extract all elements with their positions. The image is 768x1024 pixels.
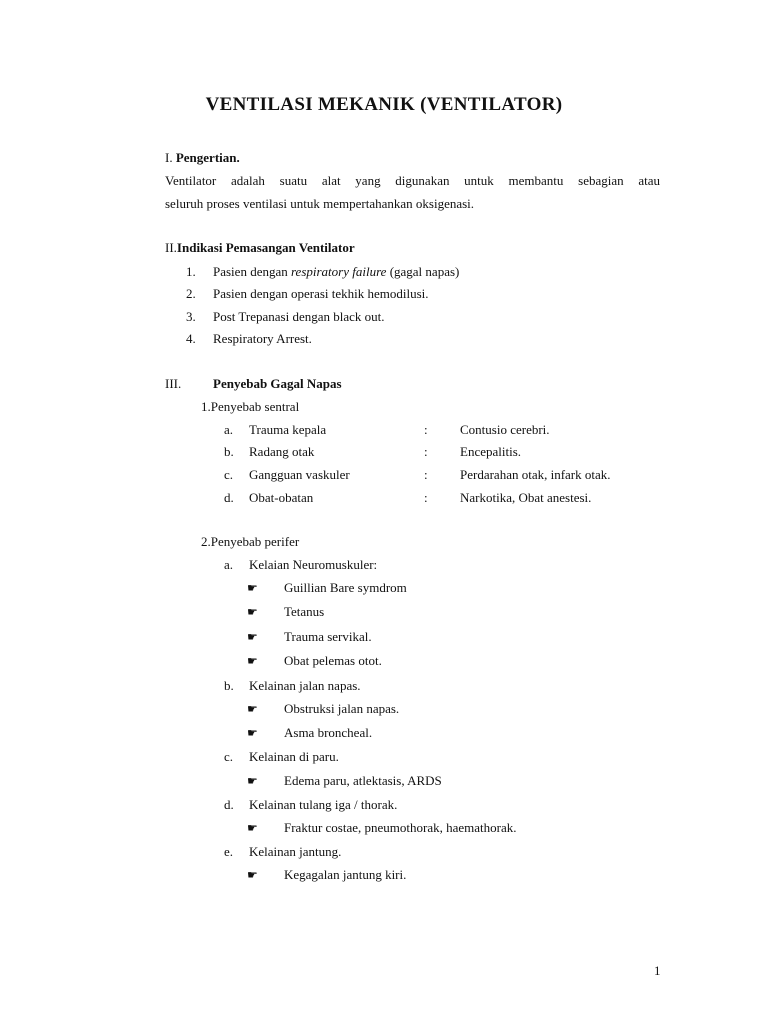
- colon-separator: :: [424, 422, 428, 437]
- pointing-hand-icon: ☛: [247, 654, 258, 668]
- group-letter: d.: [224, 797, 234, 812]
- peripheral-causes-heading: [201, 534, 299, 550]
- section-title: Indikasi Pemasangan Ventilator: [176, 240, 355, 255]
- row-letter: a.: [224, 422, 234, 437]
- section-2-heading: [165, 240, 355, 256]
- definition-line-2: seluruh proses ventilasi untuk mempertahankan oksigenasi.: [165, 196, 475, 211]
- list-label: Penyebab sentral: [210, 399, 300, 414]
- group-letter: c.: [224, 749, 234, 764]
- indication-item: Pasien dengan operasi tekhik hemodilusi.: [213, 286, 429, 301]
- section-number: I.: [165, 150, 173, 165]
- bullet-item: Kegagalan jantung kiri.: [284, 867, 407, 882]
- pointing-hand-icon: ☛: [247, 702, 258, 716]
- group-label: Kelainan di paru.: [249, 749, 339, 764]
- group-letter: b.: [224, 678, 234, 693]
- colon-separator: :: [424, 444, 428, 459]
- colon-separator: :: [424, 490, 428, 505]
- indication-item: Respiratory Arrest.: [213, 331, 312, 346]
- bullet-item: Obstruksi jalan napas.: [284, 701, 400, 716]
- definition-line-1: Ventilator adalah suatu alat yang digunakan untuk membantu sebagian atau: [165, 173, 660, 188]
- bullet-item: Obat pelemas otot.: [284, 653, 382, 668]
- effect-cell: Contusio cerebri.: [460, 422, 550, 437]
- group-label: Kelainan tulang iga / thorak.: [249, 797, 398, 812]
- pointing-hand-icon: ☛: [247, 774, 258, 788]
- bullet-item: Tetanus: [284, 604, 325, 619]
- cause-cell: Gangguan vaskuler: [249, 467, 350, 482]
- indication-italic-term: respiratory failure: [290, 264, 387, 279]
- section-number: III.: [165, 376, 182, 391]
- pointing-hand-icon: ☛: [247, 605, 258, 619]
- pointing-hand-icon: ☛: [247, 821, 258, 835]
- indication-item-num: 3.: [186, 309, 196, 324]
- bullet-item: Asma broncheal.: [284, 725, 373, 740]
- effect-cell: Encepalitis.: [460, 444, 522, 459]
- bullet-item: Guillian Bare symdrom: [284, 580, 407, 595]
- effect-cell: Perdarahan otak, infark otak.: [460, 467, 611, 482]
- pointing-hand-icon: ☛: [247, 581, 258, 595]
- pointing-hand-icon: ☛: [247, 868, 258, 882]
- group-letter: e.: [224, 844, 234, 859]
- cause-cell: Obat-obatan: [249, 490, 314, 505]
- list-label: Penyebab perifer: [210, 534, 300, 549]
- bullet-item: Fraktur costae, pneumothorak, haemathorak.: [284, 820, 517, 835]
- row-letter: b.: [224, 444, 234, 459]
- indication-item-num: 4.: [186, 331, 196, 346]
- document-title: VENTILASI MEKANIK (VENTILATOR): [205, 94, 563, 115]
- bullet-item: Edema paru, atlektasis, ARDS: [284, 773, 442, 788]
- pointing-hand-icon: ☛: [247, 630, 258, 644]
- list-number: 1.: [201, 399, 211, 414]
- indication-item-num: 1.: [186, 264, 196, 279]
- cause-cell: Trauma kepala: [249, 422, 327, 437]
- effect-cell: Narkotika, Obat anestesi.: [460, 490, 592, 505]
- row-letter: d.: [224, 490, 234, 505]
- section-3-heading: Penyebab Gagal Napas: [213, 376, 342, 391]
- section-number: II.: [165, 240, 177, 255]
- bullet-item: Trauma servikal.: [284, 629, 372, 644]
- row-letter: c.: [224, 467, 234, 482]
- indication-item: [213, 264, 459, 280]
- section-title: Pengertian.: [175, 150, 240, 165]
- page-number: 1: [654, 963, 661, 978]
- indication-item-num: 2.: [186, 286, 196, 301]
- indication-text: (gagal napas): [386, 264, 460, 279]
- group-label: Kelainan jantung.: [249, 844, 342, 859]
- cause-cell: Radang otak: [249, 444, 315, 459]
- section-1-heading: [165, 150, 240, 166]
- list-number: 2.: [201, 534, 211, 549]
- group-label: Kelainan jalan napas.: [249, 678, 361, 693]
- pointing-hand-icon: ☛: [247, 726, 258, 740]
- central-causes-heading: [201, 399, 299, 415]
- colon-separator: :: [424, 467, 428, 482]
- group-label: Kelaian Neuromuskuler:: [249, 557, 378, 572]
- group-letter: a.: [224, 557, 234, 572]
- indication-item: Post Trepanasi dengan black out.: [213, 309, 385, 324]
- indication-text: Pasien dengan: [213, 264, 291, 279]
